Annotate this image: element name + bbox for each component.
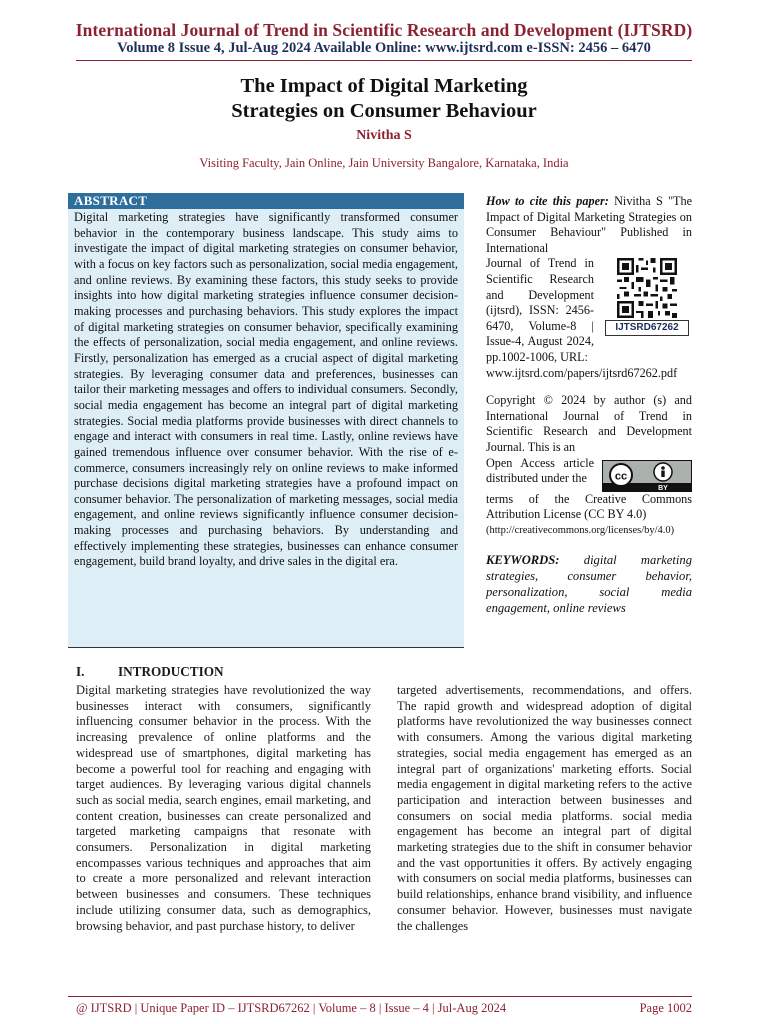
page-footer xyxy=(76,1001,692,1016)
svg-text:cc: cc xyxy=(614,470,628,482)
header-divider xyxy=(76,60,692,61)
introduction-right-column: targeted advertisements, recommendations, and offers. The rapid growth and widespread adoption of digital platforms have revolutionized the way businesses connect with consumers. Among the various digital marketing strategies, social media engagement has emerged as an integral part of organizations' marketing efforts. Social media engagement in digital marketing refers to the active participation and interaction between businesses and consumers on social media platforms. social media engagement has become an integral part of digital marketing strategies due to the shift in consumer behavior and the vast opportunities it offers. By actively engaging with consumers on social media platforms, businesses can build relationships, enhance brand visibility, and influence consumer behavior. However, businesses must navigate the challenges xyxy=(397,683,692,933)
section-title: INTRODUCTION xyxy=(118,664,224,679)
copyright-license-terms: terms of the Creative Commons Attribution License (CC BY 4.0) xyxy=(486,491,692,522)
abstract-text: Digital marketing strategies have significantly transformed consumer behavior in the contemporary business landscape. This study aims to investigate the impact of digital marketing strategies on consumer behavior, with a focus on key factors such as personalization, social media engagement, and online reviews. By examining these factors, this study seeks to provide insights into how digital marketing strategies influence consumer decision-making processes and purchasing behaviors. This study explores the impact of digital marketing strategies on consumer behavior, specifically examining the effects of personalization, social media engagement, and online reviews. Firstly, personalization has emerged as a crucial aspect of digital marketing strategies. By leveraging consumer data and preferences, businesses can tailor their marketing messages and offers to individual consumers. Secondly, social media engagement has become an integral part of digital marketing strategies. Social media platforms provide businesses with direct channels to engage and interact with consumers in real time. Lastly, online reviews have gained tremendous influence over consumer behavior. With the rise of e-commerce, consumers increasingly rely on online reviews to make informed purchase decisions digital marketing strategies have a profound impact on consumer behavior. The personalization of marketing messages, social media engagement, and online reviews significantly influence consumer decision-making processes and purchasing behaviors. By understanding and effectively implementing these strategies, businesses can enhance consumer engagement, build brand loyalty, and drive sales in the digital era. xyxy=(74,210,458,569)
keywords-label: KEYWORDS: xyxy=(486,553,560,568)
paper-title xyxy=(0,74,768,124)
copyright-text: Copyright © 2024 by author (s) and International Journal of Trend in Scientific Research and Development Journal. This is an xyxy=(486,393,692,454)
journal-name: International Journal of Trend in Scientific Research and Development (IJTSRD) xyxy=(75,20,693,40)
cc-badge-label: BY xyxy=(658,484,668,491)
keywords-text: digital marketing strategies, consumer behavior, personalization, social media engagement, online reviews xyxy=(486,553,692,616)
citation-url[interactable]: www.ijtsrd.com/papers/ijtsrd67262.pdf xyxy=(486,365,678,380)
qr-paper-id: IJTSRD67262 xyxy=(605,320,689,336)
paper-title-line-2: Strategies on Consumer Behaviour xyxy=(231,100,537,122)
copyright-open-access: Open Access article distributed under the xyxy=(486,455,594,486)
footer-divider xyxy=(68,996,692,997)
author-affiliation: Visiting Faculty, Jain Online, Jain University Bangalore, Karnataka, India xyxy=(199,156,569,170)
citation-row xyxy=(486,256,692,365)
citation-label: How to cite this paper: xyxy=(486,194,609,208)
introduction-left-column: Digital marketing strategies have revolutionized the way businesses interact with consumers, significantly influencing consumer behavior in the process. With the increasing prevalence of online platforms and the widespread use of smartphones, digital marketing has become a powerful tool for reaching and engaging with target audiences. By leveraging various digital channels such as social media, search engines, email marketing, and content creation, businesses can create personalized and targeted marketing campaigns that resonate with consumers. Personalization in digital marketing encompasses various techniques and approaches that aim to create a more personalized and relevant interaction between businesses and consumers. These techniques include utilizing consumer data, such as demographics, browsing behavior, and past purchase history, to deliver xyxy=(76,683,371,933)
citation-details: Journal of Trend in Scientific Research and Development (ijtsrd), ISSN: 2456-6470, Volume-8 | Issue-4, August 2024, pp.1002-1006, URL: xyxy=(486,256,594,364)
abstract-heading: ABSTRACT xyxy=(68,193,464,209)
cc-by-license-icon xyxy=(602,460,692,492)
abstract-box xyxy=(68,193,464,648)
license-url[interactable]: (http://creativecommons.org/licenses/by/4.0) xyxy=(486,524,675,536)
footer-page-number: Page 1002 xyxy=(639,1001,692,1015)
introduction-heading xyxy=(76,664,224,680)
cc-by-logo-icon xyxy=(603,461,691,491)
citation-text: Nivitha S "The Impact of Digital Marketing Strategies on Consumer Behaviour" Published in International xyxy=(486,194,693,255)
citation-block xyxy=(486,194,692,256)
paper-title-line-1: The Impact of Digital Marketing xyxy=(240,75,528,97)
qr-code-block xyxy=(602,256,692,365)
citation-column xyxy=(486,194,692,616)
copyright-block xyxy=(486,393,692,538)
section-number: I. xyxy=(76,664,85,679)
journal-meta: Volume 8 Issue 4, Jul-Aug 2024 Available Online: www.ijtsrd.com e-ISSN: 2456 – 6470 xyxy=(117,40,651,56)
author-name: Nivitha S xyxy=(356,128,412,143)
footer-paper-info: @ IJTSRD | Unique Paper ID – IJTSRD67262 | Volume – 8 | Issue – 4 | Jul-Aug 2024 xyxy=(76,1001,507,1015)
keywords-block xyxy=(486,552,692,616)
qr-code-icon xyxy=(617,258,677,318)
copyright-row xyxy=(486,456,692,492)
